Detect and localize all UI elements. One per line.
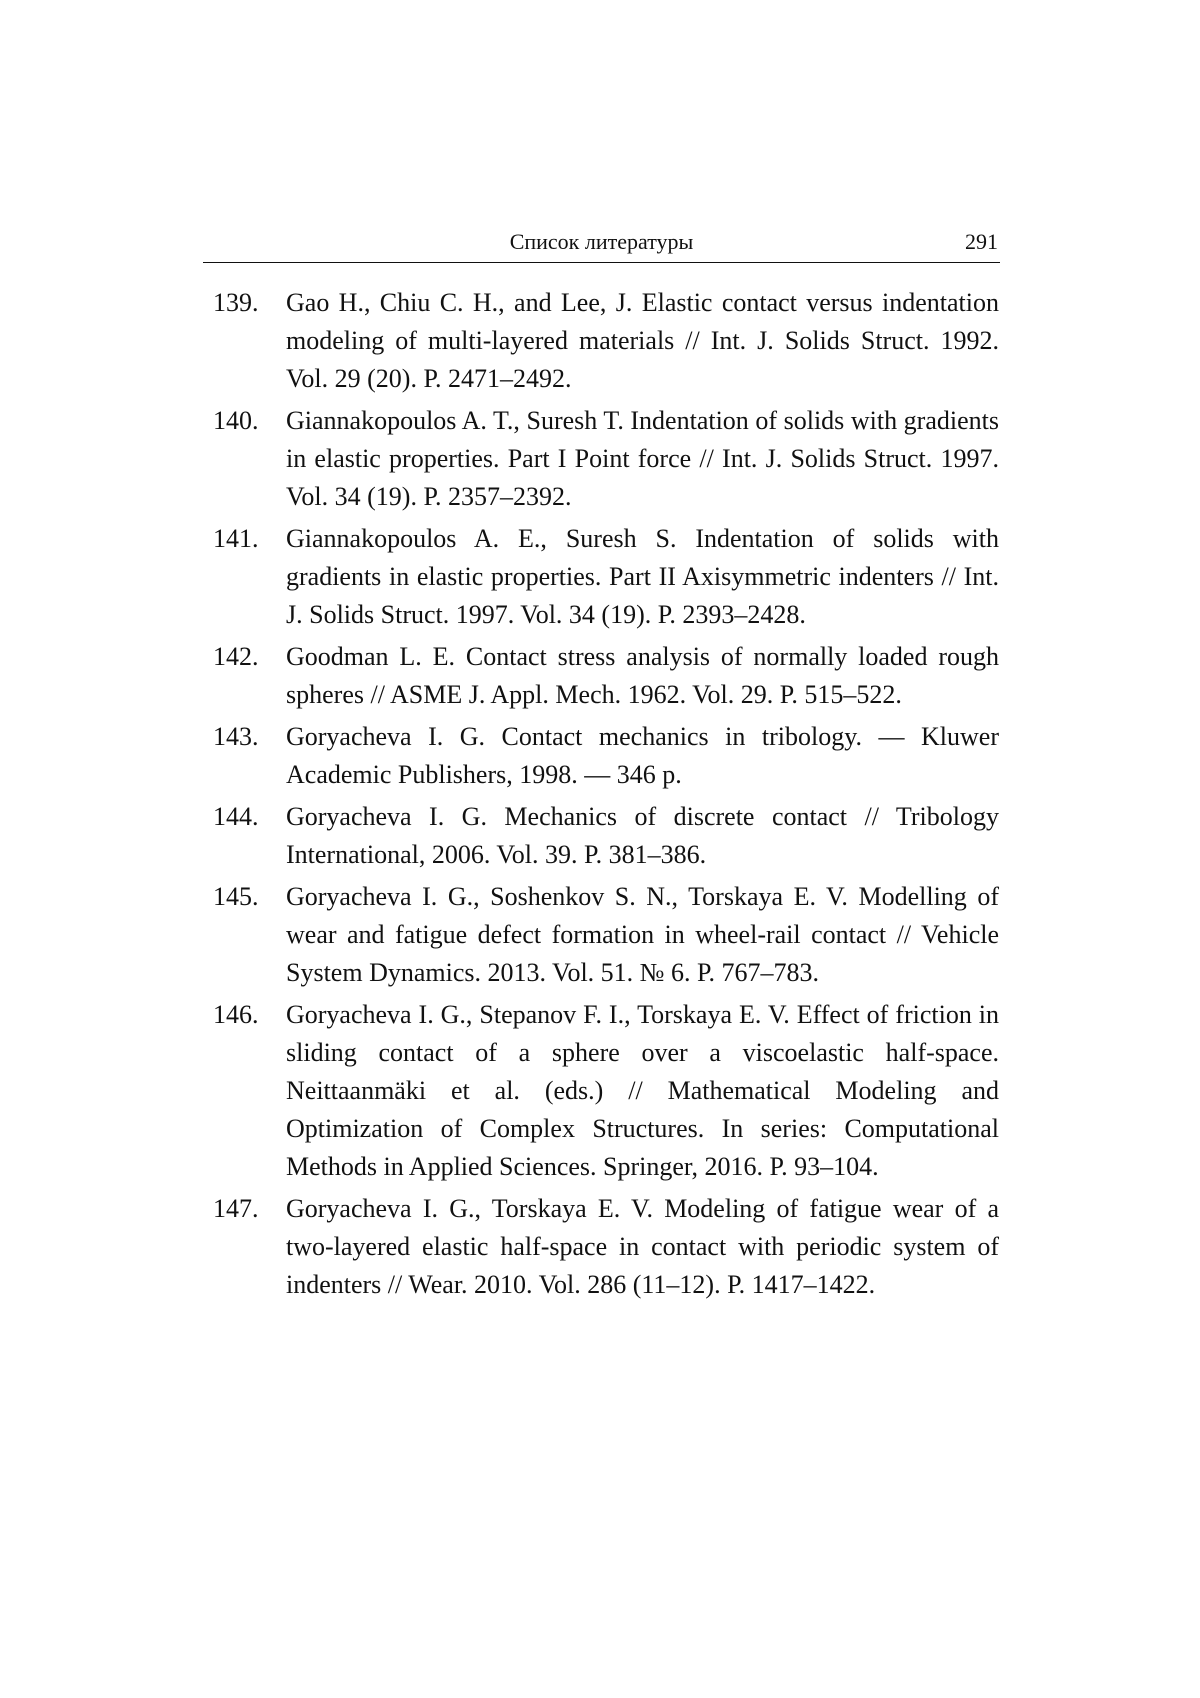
reference-item-140 xyxy=(203,402,999,516)
reference-item-142 xyxy=(203,638,999,714)
reference-text: Goryacheva I. G. Contact mechanics in tribology. — Kluwer Academic Publishers, 1998. — 346 p. xyxy=(286,722,999,789)
reference-number: 146. xyxy=(213,1000,259,1029)
reference-number: 147. xyxy=(213,1194,259,1223)
reference-text: Goryacheva I. G., Soshenkov S. N., Torskaya E. V. Modelling of wear and fatigue defect formation in wheel-rail contact // Vehicle System Dynamics. 2013. Vol. 51. № 6. P. 767–783. xyxy=(286,882,999,987)
reference-text: Gao H., Chiu C. H., and Lee, J. Elastic contact versus indentation modeling of multi-layered materials // Int. J. Solids Struct. 1992. Vol. 29 (20). P. 2471–2492. xyxy=(286,288,999,393)
reference-text: Goryacheva I. G., Stepanov F. I., Torskaya E. V. Effect of friction in sliding contact of a sphere over a viscoelastic half-space. Neittaanmäki et al. (eds.) // Mathematical Modeling and Optimization of Complex Structures. In series: Computational Methods in Applied Sciences. Springer, 2016. P. 93–104. xyxy=(286,1000,999,1181)
running-header xyxy=(203,228,1000,263)
reference-item-147 xyxy=(203,1190,999,1304)
running-title: Список литературы xyxy=(509,229,694,254)
reference-item-139 xyxy=(203,284,999,398)
reference-number: 144. xyxy=(213,802,259,831)
reference-text: Goryacheva I. G. Mechanics of discrete contact // Tribology International, 2006. Vol. 39. P. 381–386. xyxy=(286,802,999,869)
reference-list xyxy=(203,284,999,1308)
reference-item-146 xyxy=(203,996,999,1186)
page-number: 291 xyxy=(965,229,998,254)
reference-number: 143. xyxy=(213,722,259,751)
reference-text: Goryacheva I. G., Torskaya E. V. Modeling of fatigue wear of a two-layered elastic half-space in contact with periodic system of indenters // Wear. 2010. Vol. 286 (11–12). P. 1417–1422. xyxy=(286,1194,999,1299)
reference-item-144 xyxy=(203,798,999,874)
reference-item-145 xyxy=(203,878,999,992)
reference-item-141 xyxy=(203,520,999,634)
reference-item-143 xyxy=(203,718,999,794)
reference-number: 141. xyxy=(213,524,259,553)
reference-number: 142. xyxy=(213,642,259,671)
reference-text: Giannakopoulos A. T., Suresh T. Indentation of solids with gradients in elastic properties. Part I Point force // Int. J. Solids Struct. 1997. Vol. 34 (19). P. 2357–2392. xyxy=(286,406,999,511)
reference-text: Goodman L. E. Contact stress analysis of normally loaded rough spheres // ASME J. Appl. Mech. 1962. Vol. 29. P. 515–522. xyxy=(286,642,999,709)
reference-number: 139. xyxy=(213,288,259,317)
reference-number: 145. xyxy=(213,882,259,911)
reference-text: Giannakopoulos A. E., Suresh S. Indentation of solids with gradients in elastic properties. Part II Axisymmetric indenters // Int. J. Solids Struct. 1997. Vol. 34 (19). P. 2393–2428. xyxy=(286,524,999,629)
reference-number: 140. xyxy=(213,406,259,435)
